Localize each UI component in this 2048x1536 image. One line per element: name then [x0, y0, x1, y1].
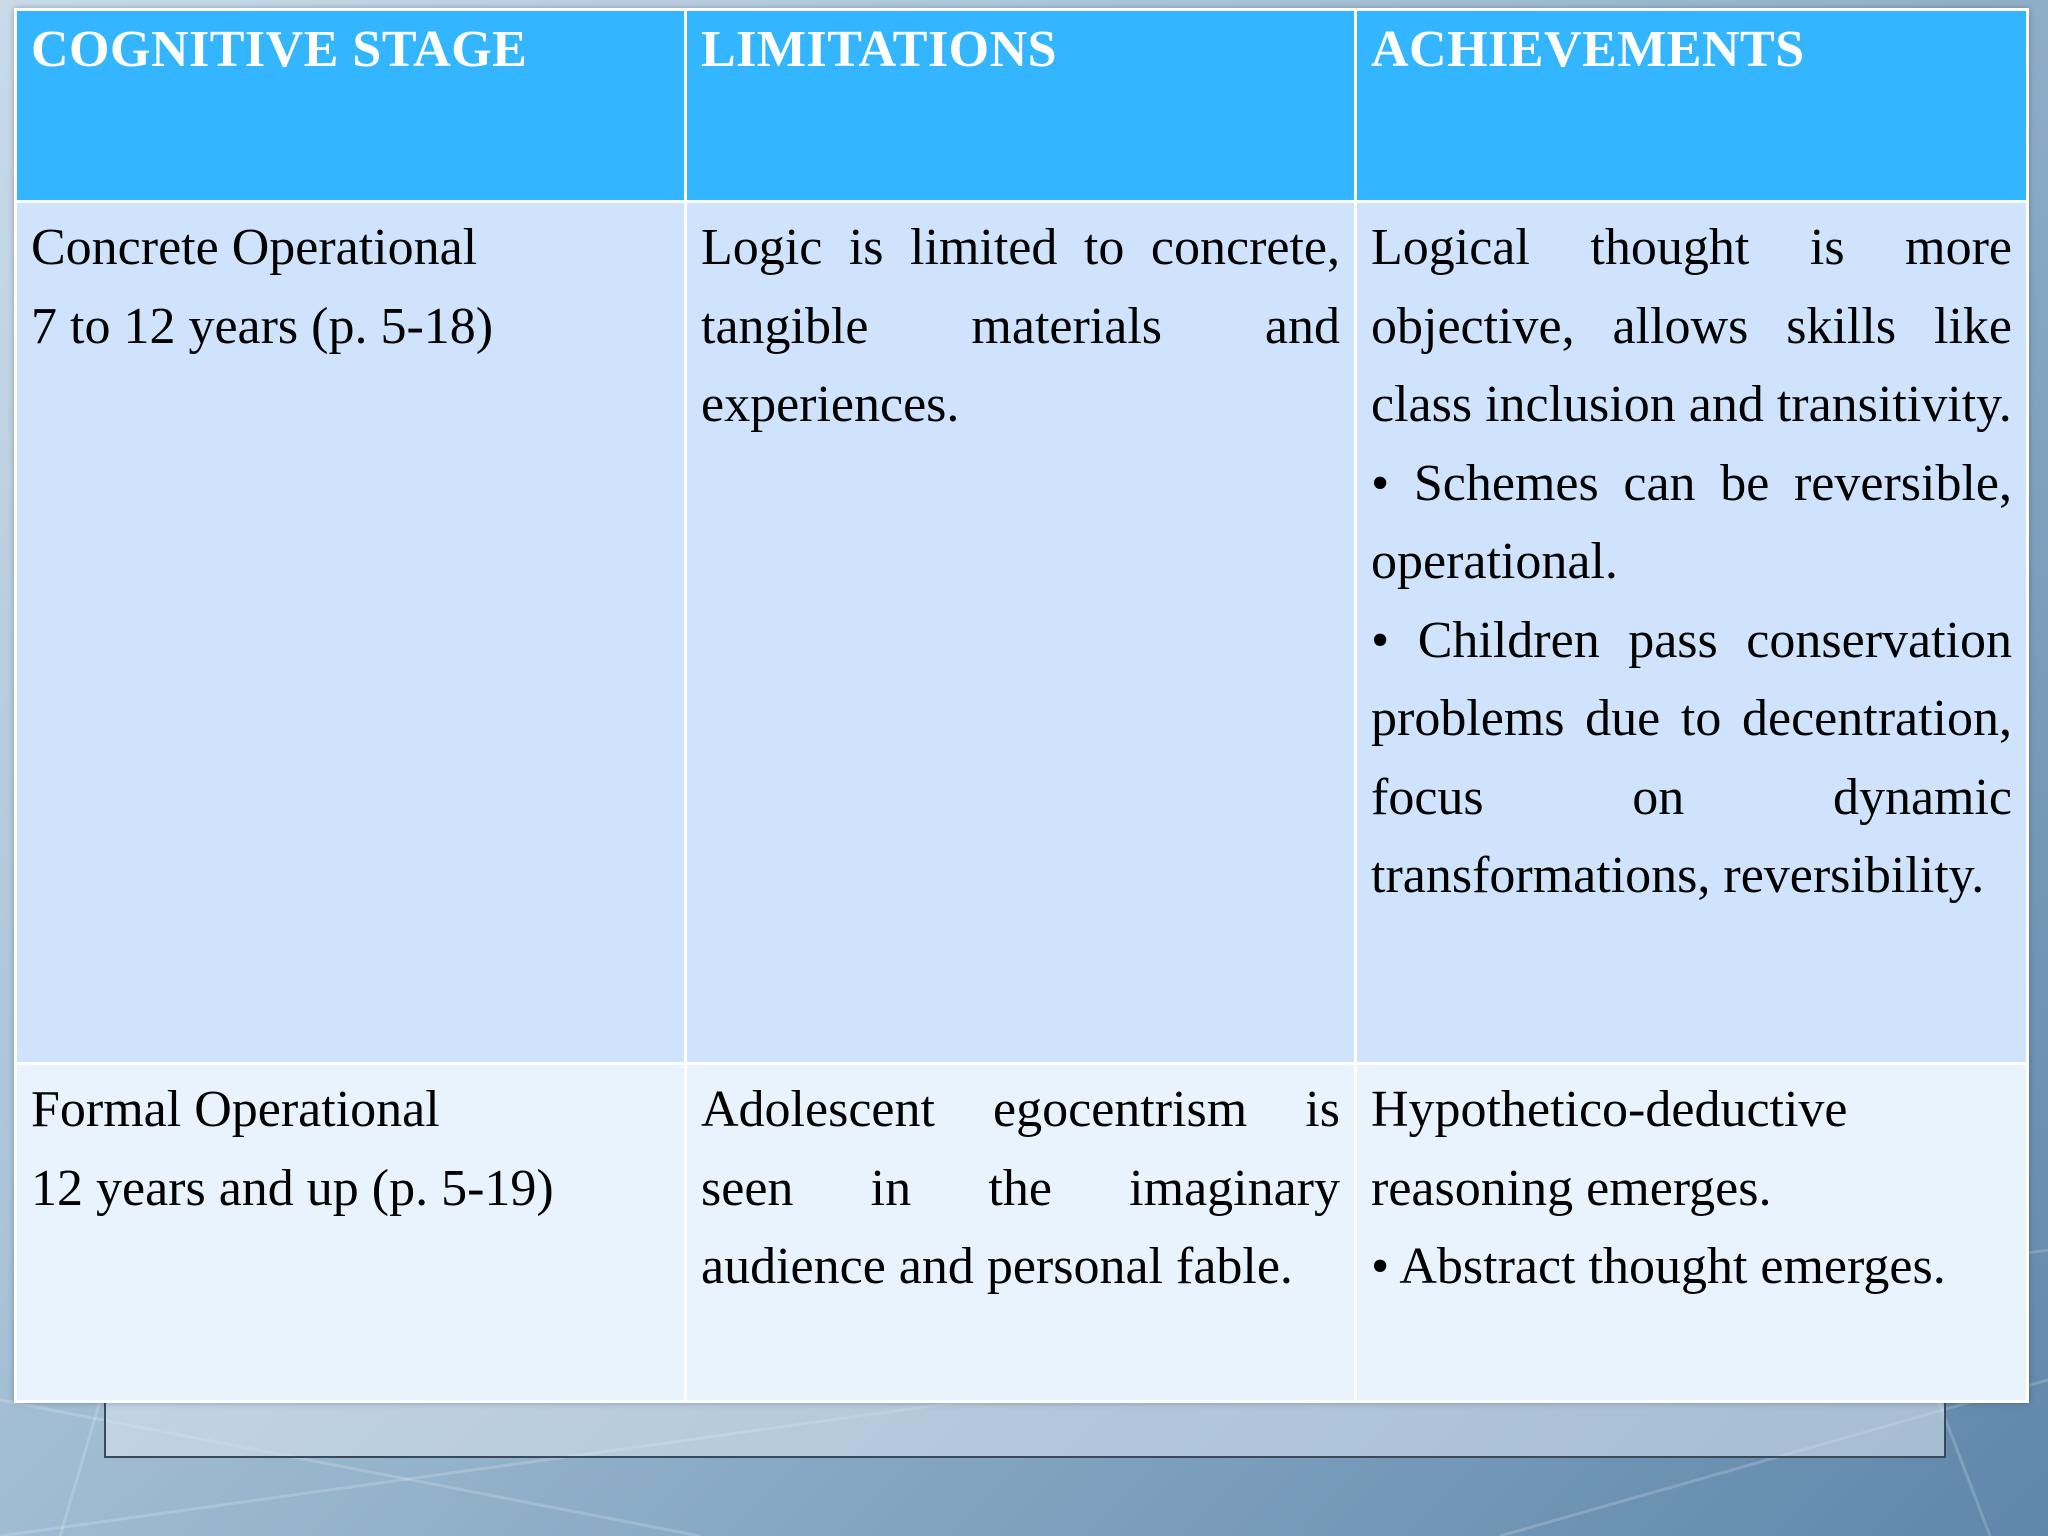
limitations-cell [686, 1064, 1356, 1402]
achievement-item: • Schemes can be reversible, operational. [1371, 454, 2012, 590]
achievement-item: • Children pass conservation problems due to decentration, focus on dynamic transformations, reversibility. [1371, 611, 2012, 904]
achievement-item: Hypothetico-deductive reasoning emerges. [1371, 1081, 1848, 1217]
header-cognitive-stage: COGNITIVE STAGE [16, 10, 686, 202]
achievement-item: Logical thought is more objective, allows skills like class inclusion and transitivity. [1371, 219, 2012, 433]
header-achievements: ACHIEVEMENTS [1356, 10, 2028, 202]
stage-cell [16, 1064, 686, 1402]
table-row [16, 202, 2028, 1064]
stage-age: 12 years and up (p. 5-19) [31, 1159, 554, 1217]
limitations-text: Adolescent egocentrism is seen in the imaginary audience and personal fable. [701, 1081, 1340, 1295]
stage-name: Formal Operational [31, 1081, 440, 1138]
stage-name: Concrete Operational [31, 219, 478, 276]
limitations-text: Logic is limited to concrete, tangible materials and experiences. [701, 219, 1340, 433]
achievement-item: • Abstract thought emerges. [1371, 1238, 1946, 1295]
achievements-cell [1356, 202, 2028, 1064]
cognitive-stages-table [14, 8, 2029, 1403]
table-header-row [16, 10, 2028, 202]
header-limitations: LIMITATIONS [686, 10, 1356, 202]
stage-cell [16, 202, 686, 1064]
table-row [16, 1064, 2028, 1402]
achievements-cell [1356, 1064, 2028, 1402]
limitations-cell [686, 202, 1356, 1064]
stage-age: 7 to 12 years (p. 5-18) [31, 297, 494, 355]
